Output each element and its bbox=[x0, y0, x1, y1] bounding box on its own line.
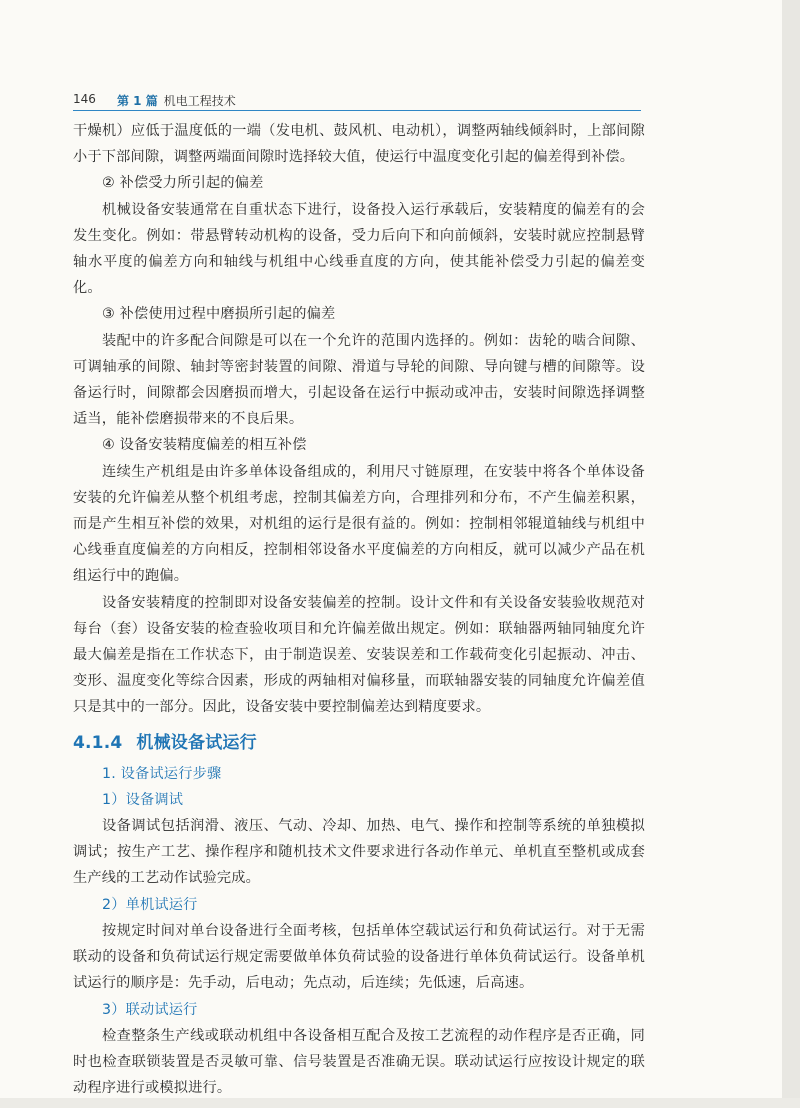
running-header bbox=[73, 92, 641, 112]
section-number: 4.1.4 bbox=[73, 732, 123, 753]
body-text bbox=[73, 118, 645, 1101]
part-label bbox=[117, 92, 236, 109]
heading-debug: 1）设备调试 bbox=[102, 791, 184, 808]
paragraph: 检查整条生产线或联动机组中各设备相互配合及按工艺流程的动作程序是否正确，同时也检查联锁装置是否灵敏可靠、信号装置是否准确无误。联动试运行应按设计规定的联动程序进行或模拟进行。 bbox=[73, 1027, 645, 1097]
section-title: 机械设备试运行 bbox=[136, 732, 257, 753]
part-title: 机电工程技术 bbox=[163, 94, 236, 108]
paragraph: 装配中的许多配合间隙是可以在一个允许的范围内选择的。例如：齿轮的啮合间隙、可调轴承的间隙、轴封等密封装置的间隙、滑道与导轮的间隙、导向键与槽的间隙等。设备运行时，间隙都会因磨损而增大，引起设备在运行中振动或冲击，安装时间隙选择调整适当，能补偿磨损带来的不良后果。 bbox=[73, 332, 645, 428]
page-number: 146 bbox=[73, 92, 96, 106]
subheading: ③ 补偿使用过程中磨损所引起的偏差 bbox=[102, 306, 336, 323]
paragraph: 连续生产机组是由许多单体设备组成的，利用尺寸链原理，在安装中将各个单体设备安装的允许偏差从整个机组考虑，控制其偏差方向，合理排列和分布，不产生偏差积累，而是产生相互补偿的效果，对机组的运行是很有益的。例如：控制相邻辊道轴线与机组中心线垂直度偏差的方向相反，控制相邻设备水平度偏差的方向相反，就可以减少产品在机组运行中的跑偏。 bbox=[73, 463, 645, 585]
part-number: 第 1 篇 bbox=[117, 94, 158, 108]
paragraph: 机械设备安装通常在自重状态下进行，设备投入运行承载后，安装精度的偏差有的会发生变化。例如：带悬臂转动机构的设备，受力后向下和向前倾斜，安装时就应控制悬臂轴水平度的偏差方向和轴线与机组中心线垂直度的方向，使其能补偿受力引起的偏差变化。 bbox=[73, 201, 645, 297]
subheading: ④ 设备安装精度偏差的相互补偿 bbox=[102, 437, 307, 454]
section-heading bbox=[73, 729, 645, 757]
heading-single-run: 2）单机试运行 bbox=[102, 896, 198, 913]
paragraph: 按规定时间对单台设备进行全面考核，包括单体空载试运行和负荷试运行。对于无需联动的设备和负荷试运行规定需要做单体负荷试验的设备进行单体负荷试运行。设备单机试运行的顺序是：先手动，后电动；先点动，后连续；先低速，后高速。 bbox=[73, 922, 645, 992]
heading-steps: 1. 设备试运行步骤 bbox=[102, 765, 222, 782]
heading-linked-run: 3）联动试运行 bbox=[102, 1001, 198, 1018]
page-edge-shadow bbox=[782, 0, 800, 1108]
paragraph: 设备安装精度的控制即对设备安装偏差的控制。设计文件和有关设备安装验收规范对每台（套）设备安装的检查验收项目和允许偏差做出规定。例如：联轴器两轴同轴度允许最大偏差是指在工作状态下，由于制造误差、安装误差和工作载荷变化引起振动、冲击、变形、温度变化等综合因素，形成的两轴相对偏移量，而联轴器安装的同轴度允许偏差值只是其中的一部分。因此，设备安装中要控制偏差达到精度要求。 bbox=[73, 594, 645, 716]
header-rule bbox=[73, 110, 641, 111]
paragraph: 干燥机）应低于温度低的一端（发电机、鼓风机、电动机），调整两轴线倾斜时，上部间隙小于下部间隙，调整两端面间隙时选择较大值，使运行中温度变化引起的偏差得到补偿。 bbox=[73, 123, 645, 166]
subheading: ② 补偿受力所引起的偏差 bbox=[102, 175, 264, 192]
paragraph: 设备调试包括润滑、液压、气动、冷却、加热、电气、操作和控制等系统的单独模拟调试；按生产工艺、操作程序和随机技术文件要求进行各动作单元、单机直至整机或成套生产线的工艺动作试验完成。 bbox=[73, 818, 645, 887]
